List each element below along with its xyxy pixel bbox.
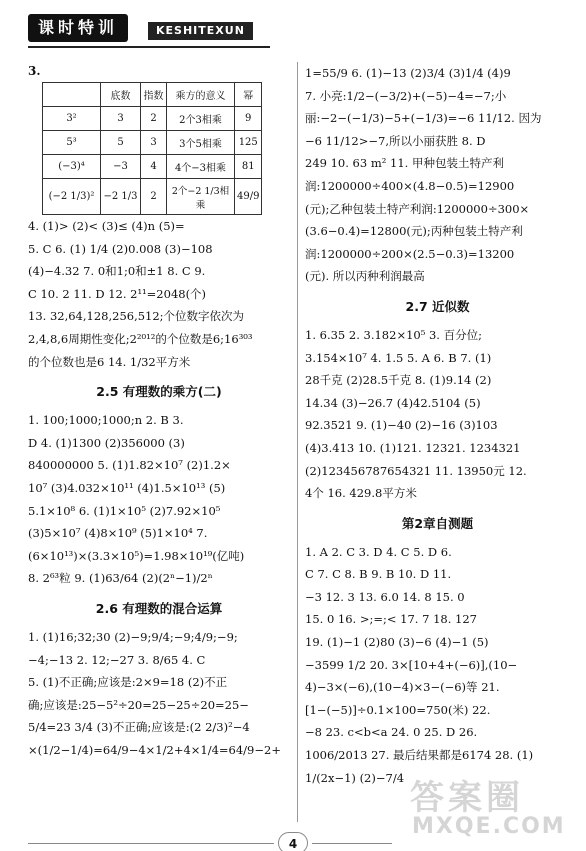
watermark-logo-text: 答案圈 <box>410 778 524 818</box>
answer-line: 19. (1)−1 (2)80 (3)−6 (4)−1 (5) <box>305 635 489 650</box>
answer-line: −4;−13 2. 12;−27 3. 8/65 4. C <box>28 652 206 667</box>
table-header-cell <box>43 83 101 107</box>
answer-line: ×(1/2−1/4)=64/9−4×1/2+4×1/4=64/9−2+ <box>28 742 281 757</box>
answer-line: 249 10. 63 m² 11. 甲种包装土特产利 <box>305 156 504 171</box>
header-rule <box>28 46 270 48</box>
table-cell: 125 <box>235 131 262 155</box>
answer-line: 确;应该是:25−5²÷20=25−25÷20=25− <box>28 697 249 712</box>
answers-block-5 <box>305 324 570 505</box>
answers-block-3 <box>28 626 290 762</box>
answer-line: 1006/2013 27. 最后结果都是6174 28. (1) <box>305 748 534 763</box>
section-heading-ch2-test: 第2章自测题 <box>401 515 474 531</box>
page-header <box>28 10 268 46</box>
answers-block-1 <box>28 215 290 373</box>
answer-line: (4)3.413 10. (1)121. 12321. 1234321 <box>305 440 521 455</box>
column-divider <box>297 62 298 822</box>
answer-line: 3.154×10⁷ 4. 1.5 5. A 6. B 7. (1) <box>305 350 492 365</box>
table-cell: 3 <box>141 131 167 155</box>
left-column <box>28 62 290 761</box>
answer-line: D 4. (1)1300 (2)356000 (3) <box>28 435 185 450</box>
section-heading-2-5: 2.5 有理数的乘方(二) <box>96 384 222 400</box>
answer-line: (元). 所以丙种利润最高 <box>305 269 425 284</box>
table-cell: 3个5相乘 <box>167 131 235 155</box>
table-cell: 3² <box>43 107 101 131</box>
answer-line: −6 11/12>−7,所以小丽获胜 8. D <box>305 133 486 148</box>
answer-line: 13. 32,64,128,256,512;个位数字依次为 <box>28 309 245 324</box>
section-heading-2-7: 2.7 近似数 <box>405 298 470 314</box>
table-header-cell: 幂 <box>235 83 262 107</box>
answer-line: −3 12. 3 13. 6.0 14. 8 15. 0 <box>305 589 465 604</box>
footer-rule-left <box>28 843 274 844</box>
answer-line: 1=55/9 6. (1)−13 (2)3/4 (3)1/4 (4)9 <box>305 66 511 80</box>
table-header-cell: 乘方的意义 <box>167 83 235 107</box>
table-cell: 9 <box>235 107 262 131</box>
answer-line: 1. A 2. C 3. D 4. C 5. D 6. <box>305 544 452 559</box>
answer-line: 润:1200000÷400×(4.8−0.5)=12900 <box>305 178 515 193</box>
answers-block-4 <box>305 62 570 288</box>
table-cell: 5³ <box>43 131 101 155</box>
power-table <box>42 82 262 215</box>
table-header-row <box>43 83 262 107</box>
answers-block-6 <box>305 541 570 790</box>
table-cell: 2个3相乘 <box>167 107 235 131</box>
answer-line: 1. (1)16;32;30 (2)−9;9/4;−9;4/9;−9; <box>28 629 238 644</box>
table-cell: (−3)⁴ <box>43 155 101 179</box>
answer-line: 8. 2⁶³粒 9. (1)63/64 (2)(2ⁿ−1)/2ⁿ <box>28 571 213 586</box>
answer-line: (3)5×10⁷ (4)8×10⁹ (5)1×10⁴ 7. <box>28 526 208 541</box>
answer-line: 4)−3×(−6),(10−4)×3−(−6)等 21. <box>305 680 500 695</box>
table-cell: 5 <box>101 131 141 155</box>
brand-title: 课时特训 <box>28 14 128 42</box>
table-cell: 3 <box>101 107 141 131</box>
answer-line: 2,4,8,6周期性变化;2²⁰¹²的个位数是6;16³⁰³ <box>28 331 253 346</box>
answer-line: 1. 100;1000;1000;n 2. B 3. <box>28 413 184 428</box>
answer-line: 1. 6.35 2. 3.182×10⁵ 3. 百分位; <box>305 327 482 342</box>
answer-line: 5.1×10⁸ 6. (1)1×10⁵ (2)7.92×10⁵ <box>28 503 221 518</box>
answer-line: C 7. C 8. B 9. B 10. D 11. <box>305 567 452 582</box>
answer-line: 28千克 (2)28.5千克 8. (1)9.14 (2) <box>305 373 492 388</box>
answer-line: 5/4=23 3/4 (3)不正确;应该是:(2 2/3)²−4 <box>28 720 250 735</box>
table-row <box>43 107 262 131</box>
table-cell: −3 <box>101 155 141 179</box>
answer-line: 4. (1)> (2)< (3)≤ (4)n (5)= <box>28 219 185 233</box>
table-header-cell: 底数 <box>101 83 141 107</box>
table-cell: 4 <box>141 155 167 179</box>
answer-line: 润:1200000÷200×(2.5−0.3)=13200 <box>305 246 515 261</box>
table-cell: −2 1/3 <box>101 179 141 215</box>
table-cell: 2 <box>141 179 167 215</box>
answer-line: −8 23. c<b<a 24. 0 25. D 26. <box>305 725 478 740</box>
table-row <box>43 131 262 155</box>
table-cell: 81 <box>235 155 262 179</box>
table-cell: 4个−3相乘 <box>167 155 235 179</box>
answer-line: 的个位数也是6 14. 1/32平方米 <box>28 354 191 369</box>
table-cell: 49/9 <box>235 179 262 215</box>
table-cell: 2个−2 1/3相乘 <box>167 179 235 215</box>
answer-line: 92.3521 9. (1)−40 (2)−16 (3)103 <box>305 418 498 433</box>
section-heading-2-6: 2.6 有理数的混合运算 <box>95 600 223 616</box>
answer-line: 4个 16. 429.8平方米 <box>305 486 417 501</box>
answer-line: (元);乙种包装土特产利润:1200000÷300× <box>305 201 530 216</box>
answer-line: (2)123456787654321 11. 13950元 12. <box>305 463 527 478</box>
answer-line: 10⁷ (3)4.032×10¹¹ (4)1.5×10¹³ (5) <box>28 480 226 495</box>
table-cell: 2 <box>141 107 167 131</box>
answer-line: 1/(2x−1) (2)−7/4 <box>305 770 405 785</box>
answer-line: C 10. 2 11. D 12. 2¹¹=2048(个) <box>28 286 207 301</box>
answer-line: 15. 0 16. >;=;< 17. 7 18. 127 <box>305 612 477 627</box>
table-row <box>43 179 262 215</box>
answer-line: −3599 1/2 20. 3×[10+4+(−6)],(10− <box>305 657 518 672</box>
answer-line: 5. (1)不正确;应该是:2×9=18 (2)不正 <box>28 675 228 690</box>
answer-line: (6×10¹³)×(3.3×10⁵)=1.98×10¹⁹(亿吨) <box>28 548 245 563</box>
brand-subtitle: KESHITEXUN <box>148 22 253 40</box>
answer-line: 14.34 (3)−26.7 (4)42.5104 (5) <box>305 395 481 410</box>
table-header-cell: 指数 <box>141 83 167 107</box>
answer-line: 5. C 6. (1) 1/4 (2)0.008 (3)−108 <box>28 241 213 256</box>
answer-line: (4)−4.32 7. 0和1;0和±1 8. C 9. <box>28 264 206 279</box>
table-row <box>43 155 262 179</box>
answer-line: 7. 小亮:1/2−(−3/2)+(−5)−4=−7;小 <box>305 88 507 103</box>
table-cell: (−2 1/3)² <box>43 179 101 215</box>
page-number: 4 <box>278 832 308 851</box>
watermark-url: MXQE.COM <box>412 814 566 839</box>
answer-line: 丽:−2−(−1/3)−5+(−1/3)=−6 11/12. 因为 <box>305 111 542 126</box>
footer-rule-right <box>312 843 392 844</box>
answer-line: (3.6−0.4)=12800(元);丙种包装土特产利 <box>305 224 523 239</box>
answer-line: [1−(−5)]÷0.1×100=750(米) 22. <box>305 702 491 717</box>
right-column <box>305 62 570 789</box>
answer-line: 840000000 5. (1)1.82×10⁷ (2)1.2× <box>28 458 231 473</box>
answers-block-2 <box>28 409 290 590</box>
q3-label: 3. <box>28 64 41 78</box>
watermark <box>400 770 570 845</box>
